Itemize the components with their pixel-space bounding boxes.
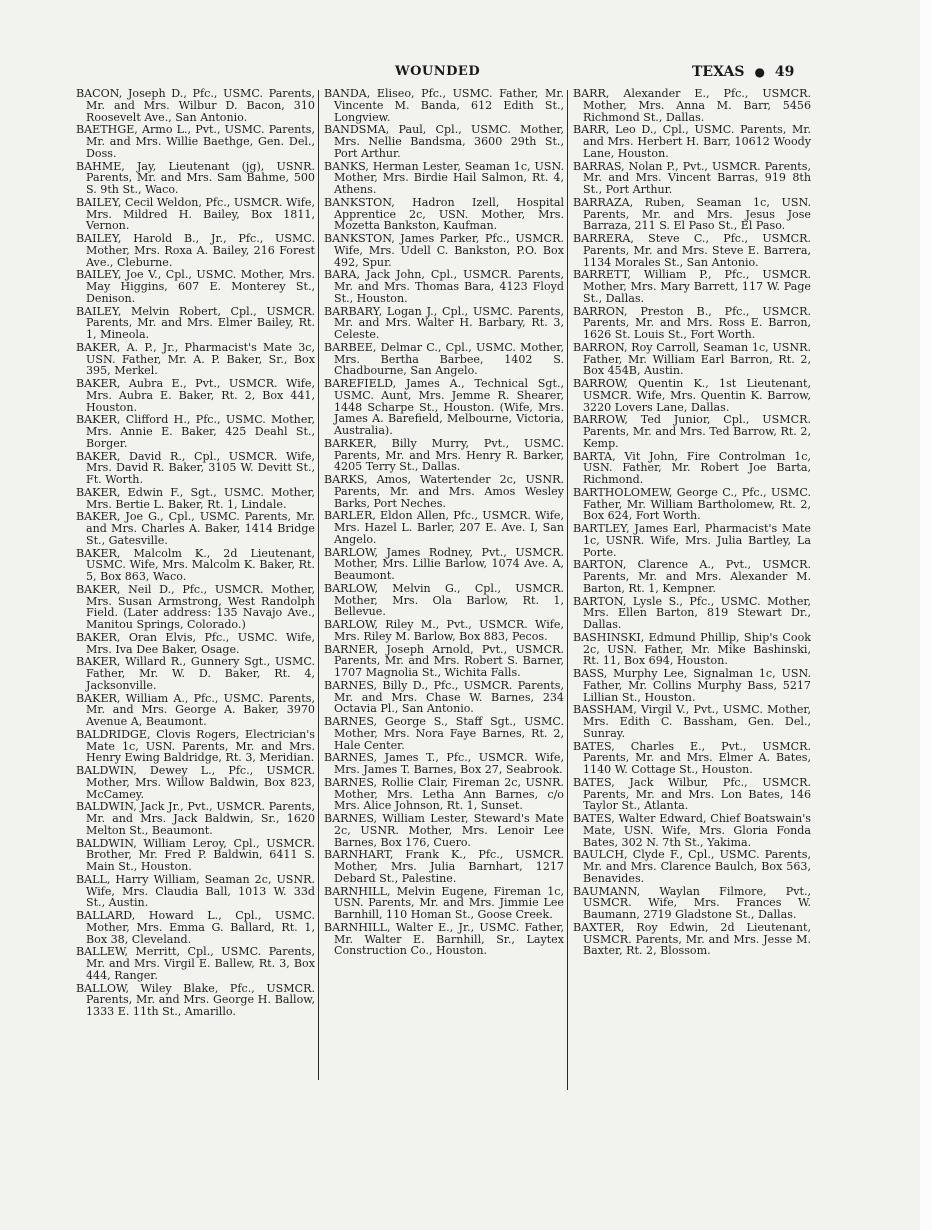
list-item: BARTHOLOMEW, George C., Pfc., USMC. Father, Mr. William Bartholomew, Rt. 2, Box 624, Fort Worth. xyxy=(573,485,811,523)
bullet-icon: ● xyxy=(754,65,765,79)
page-title: WOUNDED xyxy=(395,64,481,79)
list-item: BATES, Charles E., Pvt., USMCR. Parents, Mr. and Mrs. Elmer A. Bates, 1140 W. Cottage St., Houston. xyxy=(573,739,811,776)
list-item: BAKER, Edwin F., Sgt., USMC. Mother, Mrs. Bertie L. Baker, Rt. 1, Lindale. xyxy=(76,485,315,511)
column-divider-right xyxy=(567,90,568,1090)
list-item: BARTON, Lysle S., Pfc., USMC. Mother, Mrs. Ellen Barton, 819 Stewart Dr., Dallas. xyxy=(573,594,811,631)
list-item: BAILEY, Joe V., Cpl., USMC. Mother, Mrs. May Higgins, 607 E. Monterey St., Denison. xyxy=(76,268,315,305)
list-item: BAKER, William A., Pfc., USMC. Parents, Mr. and Mrs. George A. Baker, 3970 Avenue A, Beaumont. xyxy=(76,691,315,728)
list-item: BASSHAM, Virgil V., Pvt., USMC. Mother, Mrs. Edith C. Bassham, Gen. Del., Sunray. xyxy=(573,703,811,740)
list-item: BAKER, Oran Elvis, Pfc., USMC. Wife, Mrs. Iva Dee Baker, Osage. xyxy=(76,630,315,656)
list-item: BAKER, A. P., Jr., Pharmacist's Mate 3c, USN. Father, Mr. A. P. Baker, Sr., Box 395, Merkel. xyxy=(76,340,315,378)
list-item: BAHME, Jay, Lieutenant (jg), USNR. Parents, Mr. and Mrs. Sam Bahme, 500 S. 9th St., Waco. xyxy=(76,159,315,196)
list-item: BARNHART, Frank K., Pfc., USMCR. Mother, Mrs. Julia Barnhart, 1217 Debard St., Palestine. xyxy=(324,848,564,885)
list-item: BANKSTON, Hadron Izell, Hospital Apprentice 2c, USN. Mother, Mrs. Mozetta Bankston, Kaufman. xyxy=(324,195,564,233)
list-item: BARKER, Billy Murry, Pvt., USMC. Parents, Mr. and Mrs. Henry R. Barker, 4205 Terry St., Dallas. xyxy=(324,436,564,474)
list-item: BALLEW, Merritt, Cpl., USMC. Parents, Mr. and Mrs. Virgil E. Ballew, Rt. 3, Box 444, Ranger. xyxy=(76,945,315,982)
column-3 xyxy=(568,88,811,1019)
page-number: 49 xyxy=(774,64,795,80)
list-item: BARROW, Ted Junior, Cpl., USMCR. Parents, Mr. and Mrs. Ted Barrow, Rt. 2, Kemp. xyxy=(573,413,811,450)
list-item: BALLARD, Howard L., Cpl., USMC. Mother, Mrs. Emma G. Ballard, Rt. 1, Box 38, Cleveland. xyxy=(76,909,315,946)
list-item: BARRERA, Steve C., Pfc., USMCR. Parents, Mr. and Mrs. Steve E. Barrera, 1134 Morales St., San Antonio. xyxy=(573,232,811,269)
list-item: BARR, Alexander E., Pfc., USMCR. Mother, Mrs. Anna M. Barr, 5456 Richmond St., Dallas. xyxy=(573,88,811,124)
list-item: BALDWIN, Dewey L., Pfc., USMCR. Mother, Mrs. Willow Baldwin, Box 823, McCamey. xyxy=(76,764,315,801)
list-item: BALL, Harry William, Seaman 2c, USNR. Wife, Mrs. Claudia Ball, 1013 W. 33d St., Austin. xyxy=(76,872,315,910)
state-name: TEXAS xyxy=(692,64,745,80)
list-item: BARNES, William Lester, Steward's Mate 2c, USNR. Mother, Mrs. Lenoir Lee Barnes, Box 176, Cuero. xyxy=(324,812,564,849)
list-item: BARA, Jack John, Cpl., USMCR. Parents, Mr. and Mrs. Thomas Bara, 4123 Floyd St., Houston. xyxy=(324,268,564,305)
list-item: BARNER, Joseph Arnold, Pvt., USMCR. Parents, Mr. and Mrs. Robert S. Barner, 1707 Magnolia St., Wichita Falls. xyxy=(324,642,564,679)
list-item: BALLOW, Wiley Blake, Pfc., USMCR. Parents, Mr. and Mrs. George H. Ballow, 1333 E. 11th St., Amarillo. xyxy=(76,981,315,1018)
list-item: BARLOW, Riley M., Pvt., USMCR. Wife, Mrs. Riley M. Barlow, Box 883, Pecos. xyxy=(324,618,564,643)
list-item: BALDRIDGE, Clovis Rogers, Electrician's Mate 1c, USN. Parents, Mr. and Mrs. Henry Ewing Baldridge, Rt. 3, Meridian. xyxy=(76,727,315,765)
list-item: BASS, Murphy Lee, Signalman 1c, USN. Father, Mr. Collins Murphy Bass, 5217 Lillian St., Houston. xyxy=(573,667,811,704)
list-item: BAKER, Joe G., Cpl., USMC. Parents, Mr. and Mrs. Charles A. Baker, 1414 Bridge St., Gatesville. xyxy=(76,510,315,547)
list-item: BARRON, Preston B., Pfc., USMCR. Parents, Mr. and Mrs. Ross E. Barron, 1626 St. Louis St., Fort Worth. xyxy=(573,304,811,341)
list-item: BARKS, Amos, Watertender 2c, USNR. Parents, Mr. and Mrs. Amos Wesley Barks, Port Neches. xyxy=(324,473,564,510)
list-item: BARRON, Roy Carroll, Seaman 1c, USNR. Father, Mr. William Earl Barron, Rt. 2, Box 454B, Austin. xyxy=(573,340,811,378)
list-item: BAUMANN, Waylan Filmore, Pvt., USMCR. Wife, Mrs. Frances W. Baumann, 2719 Gladstone St., Dallas. xyxy=(573,884,811,921)
list-item: BARLOW, Melvin G., Cpl., USMCR. Mother, Mrs. Ola Barlow, Rt. 1, Bellevue. xyxy=(324,581,564,619)
list-item: BARROW, Quentin K., 1st Lieutenant, USMCR. Wife, Mrs. Quentin K. Barrow, 3220 Lovers Lane, Dallas. xyxy=(573,377,811,414)
list-item: BARNES, Rollie Clair, Fireman 2c, USNR. Mother, Mrs. Letha Ann Barnes, c/o Mrs. Alice Johnson, Rt. 1, Sunset. xyxy=(324,775,564,813)
list-item: BARNHILL, Walter E., Jr., USMC. Father, Mr. Walter E. Barnhill, Sr., Laytex Construction Co., Houston. xyxy=(324,920,564,958)
entry-columns xyxy=(76,88,811,1019)
column-divider-left xyxy=(318,90,319,1080)
list-item: BARBARY, Logan J., Cpl., USMC. Parents, Mr. and Mrs. Walter H. Barbary, Rt. 3, Celeste. xyxy=(324,304,564,341)
list-item: BAKER, Neil D., Pfc., USMCR. Mother, Mrs. Susan Armstrong, West Randolph Field. (Later address: 135 Navajo Ave., Manitou Springs, Colorado.) xyxy=(76,582,315,631)
list-item: BAXTER, Roy Edwin, 2d Lieutenant, USMCR. Parents, Mr. and Mrs. Jesse M. Baxter, Rt. 2, Blossom. xyxy=(573,920,811,958)
list-item: BARTA, Vit John, Fire Controlman 1c, USN. Father, Mr. Robert Joe Barta, Richmond. xyxy=(573,449,811,486)
list-item: BARTLEY, James Earl, Pharmacist's Mate 1c, USNR. Wife, Mrs. Julia Bartley, La Porte. xyxy=(573,522,811,559)
list-item: BARLER, Eldon Allen, Pfc., USMCR. Wife, Mrs. Hazel L. Barler, 207 E. Ave. I, San Angelo. xyxy=(324,509,564,546)
list-item: BARNES, Billy D., Pfc., USMCR. Parents, Mr. and Mrs. Chase W. Barnes, 234 Octavia Pl., San Antonio. xyxy=(324,678,564,716)
list-item: BANDA, Eliseo, Pfc., USMC. Father, Mr. Vincente M. Banda, 612 Edith St., Longview. xyxy=(324,88,564,124)
list-item: BARNHILL, Melvin Eugene, Fireman 1c, USN. Parents, Mr. and Mrs. Jimmie Lee Barnhill, 110 Homan St., Goose Creek. xyxy=(324,884,564,921)
list-item: BAKER, Aubra E., Pvt., USMCR. Wife, Mrs. Aubra E. Baker, Rt. 2, Box 441, Houston. xyxy=(76,377,315,414)
list-item: BARRAZA, Ruben, Seaman 1c, USN. Parents, Mr. and Mrs. Jesus Jose Barraza, 211 S. El Paso St., El Paso. xyxy=(573,195,811,233)
list-item: BAKER, Willard R., Gunnery Sgt., USMC. Father, Mr. W. D. Baker, Rt. 4, Jacksonville. xyxy=(76,655,315,692)
column-2 xyxy=(319,88,568,1019)
list-item: BAKER, David R., Cpl., USMCR. Wife, Mrs. David R. Baker, 3105 W. Devitt St., Ft. Worth. xyxy=(76,449,315,486)
list-item: BARTON, Clarence A., Pvt., USMCR. Parents, Mr. and Mrs. Alexander M. Barton, Rt. 1, Kempner. xyxy=(573,558,811,595)
list-item: BALDWIN, William Leroy, Cpl., USMCR. Brother, Mr. Fred P. Baldwin, 6411 S. Main St., Houston. xyxy=(76,836,315,873)
list-item: BARR, Leo D., Cpl., USMC. Parents, Mr. and Mrs. Herbert H. Barr, 10612 Woody Lane, Houston. xyxy=(573,123,811,160)
list-item: BACON, Joseph D., Pfc., USMC. Parents, Mr. and Mrs. Wilbur D. Bacon, 310 Roosevelt Ave., San Antonio. xyxy=(76,88,315,124)
list-item: BAILEY, Harold B., Jr., Pfc., USMC. Mother, Mrs. Roxa A. Bailey, 216 Forest Ave., Cleburne. xyxy=(76,232,315,269)
list-item: BAKER, Clifford H., Pfc., USMC. Mother, Mrs. Annie E. Baker, 425 Deahl St., Borger. xyxy=(76,413,315,450)
list-item: BATES, Walter Edward, Chief Boatswain's Mate, USN. Wife, Mrs. Gloria Fonda Bates, 302 N. 7th St., Yakima. xyxy=(573,812,811,849)
list-item: BATES, Jack Wilbur, Pfc., USMCR. Parents, Mr. and Mrs. Lon Bates, 146 Taylor St., Atlanta. xyxy=(573,775,811,813)
list-item: BANKS, Herman Lester, Seaman 1c, USN. Mother, Mrs. Birdie Hail Salmon, Rt. 4, Athens. xyxy=(324,159,564,196)
list-item: BARLOW, James Rodney, Pvt., USMCR. Mother, Mrs. Lillie Barlow, 1074 Ave. A, Beaumont. xyxy=(324,545,564,582)
page-header-right xyxy=(692,64,794,80)
list-item: BARRAS, Nolan P., Pvt., USMCR. Parents, Mr. and Mrs. Vincent Barras, 919 8th St., Port Arthur. xyxy=(573,159,811,196)
list-item: BALDWIN, Jack Jr., Pvt., USMCR. Parents, Mr. and Mrs. Jack Baldwin, Sr., 1620 Melton St., Beaumont. xyxy=(76,800,315,837)
list-item: BAETHGE, Armo L., Pvt., USMC. Parents, Mr. and Mrs. Willie Baethge, Gen. Del., Doss. xyxy=(76,123,315,160)
list-item: BASHINSKI, Edmund Phillip, Ship's Cook 2c, USN. Father, Mr. Mike Bashinski, Rt. 11, Box 694, Houston. xyxy=(573,630,811,668)
list-item: BARNES, James T., Pfc., USMCR. Wife, Mrs. James T. Barnes, Box 27, Seabrook. xyxy=(324,751,564,776)
list-item: BARRETT, William P., Pfc., USMCR. Mother, Mrs. Mary Barrett, 117 W. Page St., Dallas. xyxy=(573,268,811,305)
list-item: BAREFIELD, James A., Technical Sgt., USMC. Aunt, Mrs. Jemme R. Shearer, 1448 Scharpe St., Houston. (Wife, Mrs. James A. Barefield, Melbourne, Victoria, Australia). xyxy=(324,377,564,437)
list-item: BARBEE, Delmar C., Cpl., USMC. Mother, Mrs. Bertha Barbee, 1402 S. Chadbourne, San Angelo. xyxy=(324,340,564,378)
list-item: BANDSMA, Paul, Cpl., USMC. Mother, Mrs. Nellie Bandsma, 3600 29th St., Port Arthur. xyxy=(324,123,564,160)
page-edge xyxy=(920,0,932,1230)
list-item: BAKER, Malcolm K., 2d Lieutenant, USMC. Wife, Mrs. Malcolm K. Baker, Rt. 5, Box 863, Waco. xyxy=(76,546,315,583)
list-item: BANKSTON, James Parker, Pfc., USMCR. Wife, Mrs. Udell C. Bankston, P.O. Box 492, Spur. xyxy=(324,232,564,269)
list-item: BAILEY, Melvin Robert, Cpl., USMCR. Parents, Mr. and Mrs. Elmer Bailey, Rt. 1, Mineola. xyxy=(76,304,315,341)
list-item: BAULCH, Clyde F., Cpl., USMC. Parents, Mr. and Mrs. Clarence Baulch, Box 563, Benavides. xyxy=(573,848,811,885)
column-1 xyxy=(76,88,319,1019)
list-item: BARNES, George S., Staff Sgt., USMC. Mother, Mrs. Nora Faye Barnes, Rt. 2, Hale Center. xyxy=(324,715,564,752)
list-item: BAILEY, Cecil Weldon, Pfc., USMCR. Wife, Mrs. Mildred H. Bailey, Box 1811, Vernon. xyxy=(76,195,315,233)
